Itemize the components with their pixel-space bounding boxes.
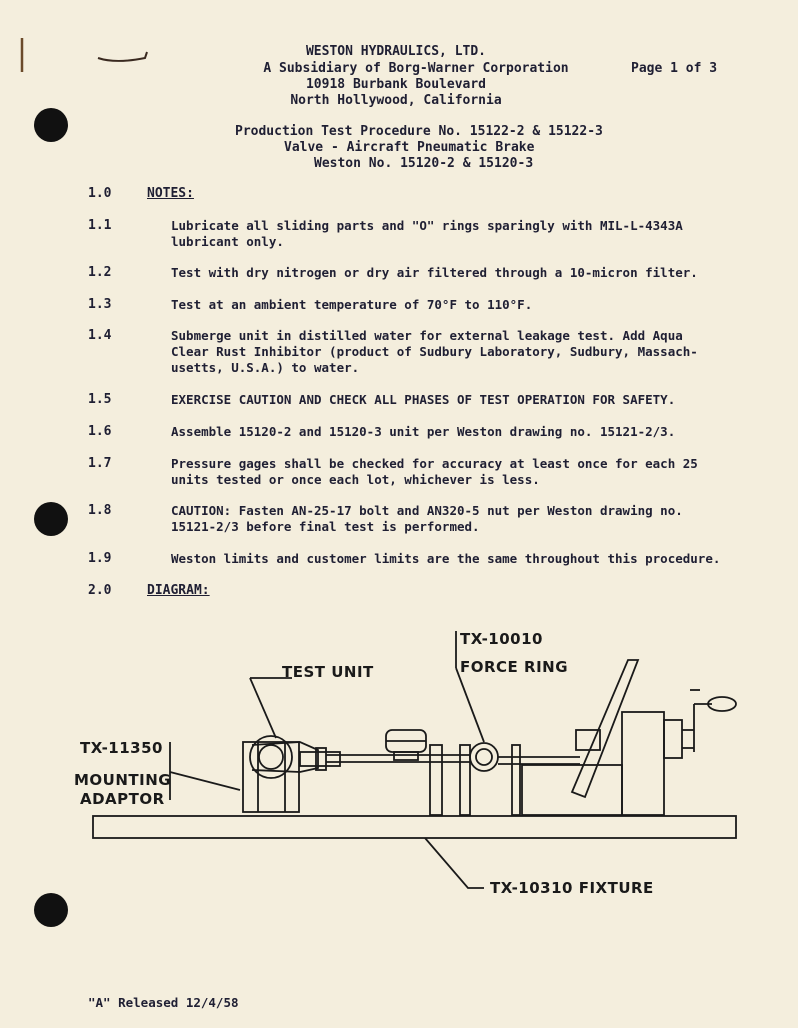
label-adaptor: ADAPTOR bbox=[80, 790, 165, 808]
mounting-adaptor-bracket bbox=[243, 742, 299, 812]
label-fixture: TX-10310 FIXTURE bbox=[490, 879, 654, 897]
note-number: 1.3 bbox=[88, 297, 112, 312]
address-line-1: 10918 Burbank Boulevard bbox=[305, 77, 486, 92]
label-test-unit: TEST UNIT bbox=[282, 663, 374, 681]
note-text: lubricant only. bbox=[171, 234, 284, 249]
force-ring bbox=[470, 743, 498, 771]
note-text: usetts, U.S.A.) to water. bbox=[171, 360, 360, 375]
page-number: Page 1 of 3 bbox=[631, 61, 718, 76]
note-text: Clear Rust Inhibitor (product of Sudbury Laboratory, Sudbury, Massach- bbox=[171, 344, 698, 359]
note-number: 1.9 bbox=[88, 551, 112, 566]
note-number: 1.8 bbox=[88, 503, 112, 518]
handwheel bbox=[708, 697, 736, 711]
note-text: Weston limits and customer limits are the same throughout this procedure. bbox=[171, 551, 721, 566]
lever-handle bbox=[572, 660, 638, 797]
note-number: 1.5 bbox=[88, 392, 112, 407]
label-force-ring: FORCE RING bbox=[460, 658, 569, 676]
label-adaptor-part: TX-11350 bbox=[80, 739, 163, 757]
section-heading: DIAGRAM: bbox=[147, 583, 210, 598]
section-number: 2.0 bbox=[88, 583, 112, 598]
note-text: Test with dry nitrogen or dry air filtered through a 10-micron filter. bbox=[171, 265, 698, 280]
subsidiary-line: A Subsidiary of Borg-Warner Corporation bbox=[263, 61, 569, 76]
valve-gauge bbox=[386, 730, 426, 752]
test-unit-body bbox=[250, 736, 292, 778]
note-number: 1.2 bbox=[88, 265, 112, 280]
fixture-leader bbox=[425, 838, 484, 888]
note-number: 1.4 bbox=[88, 328, 112, 343]
weston-number: Weston No. 15120-2 & 15120-3 bbox=[314, 156, 534, 171]
section-number: 1.0 bbox=[88, 186, 112, 201]
procedure-title: Production Test Procedure No. 15122-2 & 15122-3 bbox=[235, 124, 603, 139]
punch-hole-top bbox=[34, 108, 68, 142]
fixture-support-block bbox=[522, 765, 622, 815]
note-number: 1.1 bbox=[88, 218, 112, 233]
note-text: units tested or once each lot, whichever is less. bbox=[171, 472, 540, 487]
label-force-ring-part: TX-10010 bbox=[460, 630, 543, 648]
label-mounting: MOUNTING bbox=[74, 771, 172, 789]
note-number: 1.6 bbox=[88, 424, 112, 439]
note-text: Submerge unit in distilled water for external leakage test. Add Aqua bbox=[171, 328, 683, 343]
release-note: "A" Released 12/4/58 bbox=[88, 995, 239, 1010]
note-number: 1.7 bbox=[88, 456, 112, 471]
note-text: Pressure gages shall be checked for accuracy at least once for each 25 bbox=[171, 456, 698, 471]
address-line-2: North Hollywood, California bbox=[290, 93, 502, 108]
punch-hole-middle bbox=[34, 502, 68, 536]
note-text: Assemble 15120-2 and 15120-3 unit per Weston drawing no. 15121-2/3. bbox=[171, 424, 676, 439]
note-text: EXERCISE CAUTION AND CHECK ALL PHASES OF TEST OPERATION FOR SAFETY. bbox=[171, 392, 676, 407]
valve-title: Valve - Aircraft Pneumatic Brake bbox=[284, 140, 535, 155]
note-text: 15121-2/3 before final test is performed. bbox=[171, 519, 480, 534]
section-heading: NOTES: bbox=[147, 186, 194, 201]
note-text: CAUTION: Fasten AN-25-17 bolt and AN320-5 nut per Weston drawing no. bbox=[171, 503, 683, 518]
punch-hole-bottom bbox=[34, 893, 68, 927]
note-text: Lubricate all sliding parts and "O" rings sparingly with MIL-L-4343A bbox=[171, 218, 683, 233]
fixture-base-plate bbox=[93, 816, 736, 838]
fixture-housing bbox=[622, 712, 664, 815]
note-text: Test at an ambient temperature of 70°F to 110°F. bbox=[171, 297, 533, 312]
company-name: WESTON HYDRAULICS, LTD. bbox=[305, 44, 486, 59]
